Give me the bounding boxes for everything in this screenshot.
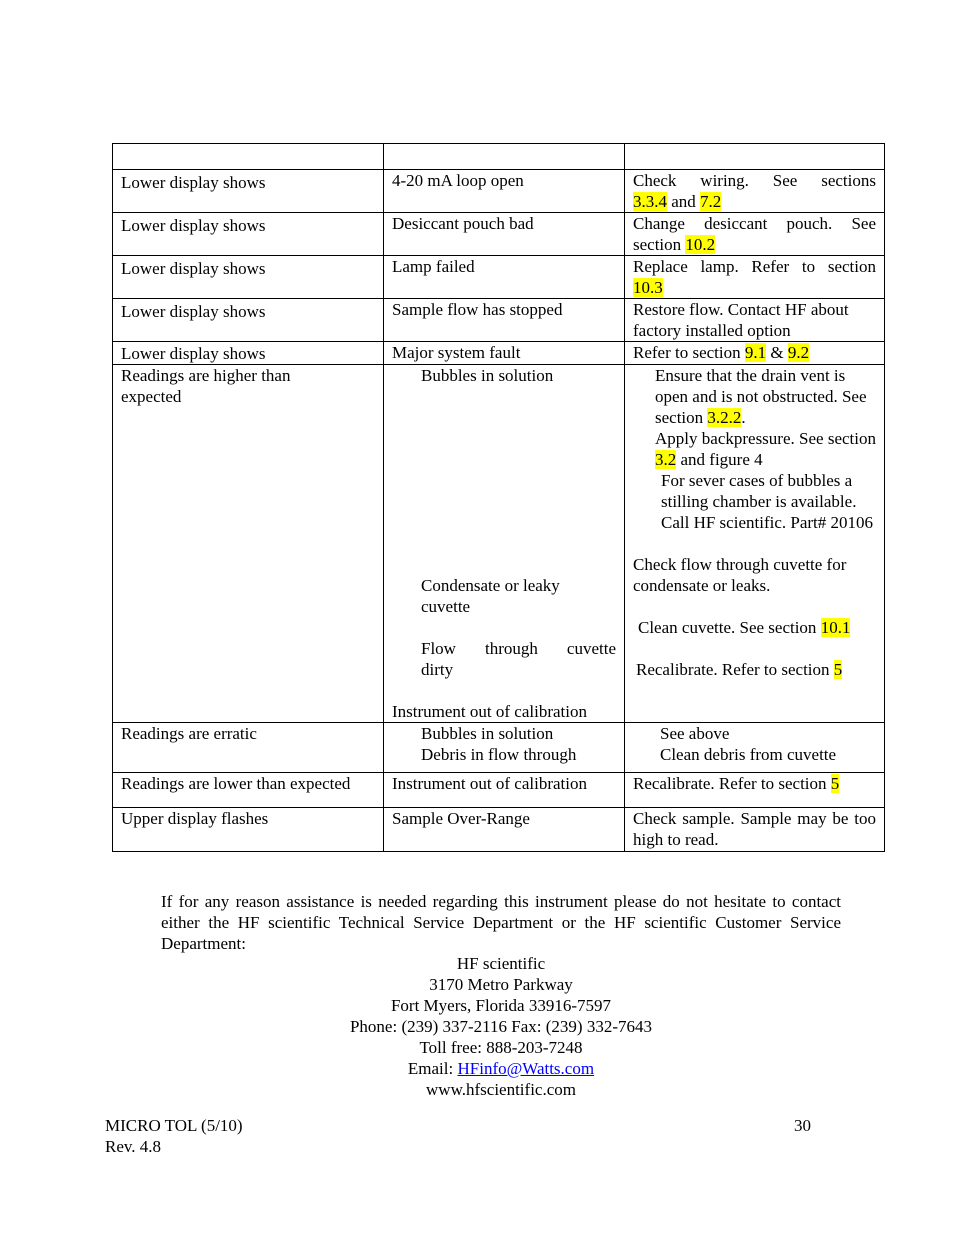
action-cell xyxy=(625,170,885,213)
cause-cell: Lamp failed xyxy=(384,256,625,299)
cause-cell: Desiccant pouch bad xyxy=(384,213,625,256)
table-row xyxy=(113,170,885,213)
city-address: Fort Myers, Florida 33916-7597 xyxy=(390,996,612,1015)
action-text: See above xyxy=(660,724,730,743)
action-item xyxy=(633,659,876,680)
header-cell xyxy=(384,144,625,170)
table-row xyxy=(113,213,885,256)
symptom-text: Lower display shows xyxy=(121,216,266,235)
table-row xyxy=(113,365,885,723)
cause-cell: 4-20 mA loop open xyxy=(384,170,625,213)
cause-text: dirty xyxy=(421,660,454,679)
cause-text: Flow through cuvette xyxy=(421,639,616,658)
header-cell xyxy=(625,144,885,170)
action-cell xyxy=(625,256,885,299)
action-text: Recalibrate. Refer to section xyxy=(633,774,831,793)
cause-cell xyxy=(384,365,625,723)
revision: Rev. 4.8 xyxy=(105,1137,162,1156)
action-item xyxy=(633,365,876,428)
table-row xyxy=(113,723,885,773)
email-label: Email: xyxy=(407,1059,458,1078)
header-cell xyxy=(113,144,384,170)
action-text: Replace lamp. Refer to section xyxy=(633,257,876,276)
action-text: & xyxy=(766,343,788,362)
document-id: MICRO TOL (5/10) xyxy=(105,1116,243,1135)
phone-fax: Phone: (239) 337-2116 Fax: (239) 332-7643 xyxy=(349,1017,653,1036)
action-item: For sever cases of bubbles a stilling chamber is available. Call HF scientific. Part# 20106 xyxy=(661,471,874,532)
footer-left xyxy=(105,1115,243,1157)
cause-text: Debris in flow through xyxy=(421,745,577,764)
email-line xyxy=(161,1058,841,1079)
action-text: Change desiccant pouch. See section xyxy=(633,214,876,254)
action-text: Ensure that the drain vent is open and is not obstructed. See section xyxy=(655,366,867,427)
section-ref-link[interactable]: 9.2 xyxy=(787,343,810,362)
section-ref-link[interactable]: 7.2 xyxy=(700,192,722,211)
action-item xyxy=(633,617,876,638)
action-text: and xyxy=(667,192,701,211)
section-ref-link[interactable]: 3.2 xyxy=(655,450,677,469)
action-item xyxy=(633,428,876,470)
action-text: Clean cuvette. See section xyxy=(638,618,821,637)
symptom-cell xyxy=(113,170,384,213)
page-number: 30 xyxy=(794,1116,811,1135)
symptom-cell: Readings are lower than expected xyxy=(113,773,384,808)
street-address: 3170 Metro Parkway xyxy=(429,975,573,994)
contact-address xyxy=(161,953,841,1100)
table-row xyxy=(113,773,885,808)
section-ref-link[interactable]: 9.1 xyxy=(744,343,767,362)
cause-text: Bubbles in solution xyxy=(421,366,554,385)
action-item: Check flow through cuvette for condensate or leaks. xyxy=(633,555,847,595)
action-cell: Check sample. Sample may be too high to read. xyxy=(625,808,885,852)
action-text: . xyxy=(741,408,746,427)
symptom-text: Lower display shows xyxy=(121,302,266,321)
table-row xyxy=(113,299,885,342)
cause-cell xyxy=(384,723,625,773)
action-text: and figure 4 xyxy=(676,450,763,469)
symptom-text: Lower display shows xyxy=(121,173,266,192)
symptom-cell xyxy=(113,342,384,365)
company-name: HF scientific xyxy=(456,954,546,973)
action-text: Recalibrate. Refer to section xyxy=(636,660,834,679)
troubleshooting-table xyxy=(112,143,885,852)
cause-cell: Major system fault xyxy=(384,342,625,365)
symptom-text: Lower display shows xyxy=(121,344,266,363)
section-ref-link[interactable]: 5 xyxy=(833,660,843,679)
action-text: Refer to section xyxy=(633,343,745,362)
symptom-cell: Readings are higher than expected xyxy=(113,365,384,723)
table-row xyxy=(113,808,885,852)
table-row xyxy=(113,342,885,365)
section-ref-link[interactable]: 3.2.2 xyxy=(707,408,742,427)
table-row xyxy=(113,256,885,299)
section-ref-link[interactable]: 5 xyxy=(830,774,840,793)
cause-cell: Sample flow has stopped xyxy=(384,299,625,342)
symptom-text: Lower display shows xyxy=(121,259,266,278)
cause-text: Instrument out of calibration xyxy=(392,702,587,721)
action-text: Check wiring. See sections xyxy=(633,171,876,190)
section-ref-link[interactable]: 10.2 xyxy=(685,235,716,254)
contact-paragraph: If for any reason assistance is needed regarding this instrument please do not hesitate to contact either the HF scientific Technical Service Department or the HF scientific Customer Service Department: xyxy=(161,892,841,953)
table-header-row xyxy=(113,144,885,170)
action-cell: Restore flow. Contact HF about factory installed option xyxy=(625,299,885,342)
cause-text: Bubbles in solution xyxy=(421,724,554,743)
action-cell xyxy=(625,365,885,723)
action-cell xyxy=(625,723,885,773)
symptom-cell: Upper display flashes xyxy=(113,808,384,852)
symptom-cell xyxy=(113,256,384,299)
section-ref-link[interactable]: 10.3 xyxy=(633,278,663,297)
cause-text: Condensate or leaky cuvette xyxy=(421,576,560,616)
action-cell xyxy=(625,213,885,256)
email-link[interactable]: HFinfo@Watts.com xyxy=(457,1059,595,1078)
section-ref-link[interactable]: 3.3.4 xyxy=(633,192,667,211)
cause-cell: Sample Over-Range xyxy=(384,808,625,852)
website: www.hfscientific.com xyxy=(426,1080,576,1099)
action-cell xyxy=(625,342,885,365)
action-cell xyxy=(625,773,885,808)
toll-free: Toll free: 888-203-7248 xyxy=(419,1038,583,1057)
action-text: Clean debris from cuvette xyxy=(660,745,837,764)
cause-cell: Instrument out of calibration xyxy=(384,773,625,808)
action-text: Apply backpressure. See section xyxy=(655,429,876,448)
symptom-cell: Readings are erratic xyxy=(113,723,384,773)
symptom-cell xyxy=(113,299,384,342)
section-ref-link[interactable]: 10.1 xyxy=(820,618,851,637)
symptom-cell xyxy=(113,213,384,256)
